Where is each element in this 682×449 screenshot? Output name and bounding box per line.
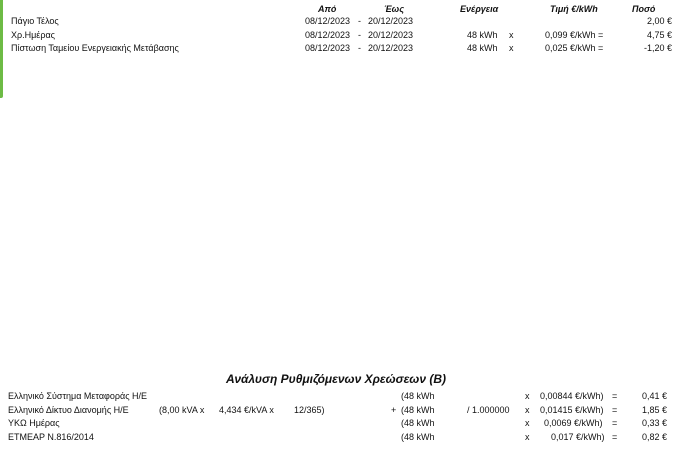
reg-energy: (48 kWh: [401, 418, 435, 428]
reg-price: 0,01415 €/kWh): [540, 405, 604, 415]
reg-amount: 0,33 €: [641, 418, 667, 428]
row-multiply: x: [509, 30, 514, 40]
reg-amount: 0,82 €: [641, 432, 667, 442]
reg-equals: =: [612, 405, 618, 415]
reg-kva: (8,00 kVA x: [159, 405, 205, 415]
reg-label: ΥΚΩ Ημέρας: [8, 418, 60, 428]
row-dash: -: [358, 43, 361, 53]
row-energy: 48 kWh: [467, 30, 498, 40]
header-amount: Ποσό: [632, 4, 656, 14]
green-accent-bar: [0, 0, 3, 98]
reg-energy: (48 kWh: [401, 432, 435, 442]
reg-price: 0,017 €/kWh): [551, 432, 605, 442]
reg-multiply: x: [525, 418, 530, 428]
row-amount: -1,20 €: [643, 43, 672, 53]
row-price: 0,099 €/kWh =: [545, 30, 604, 40]
reg-fraction: 12/365): [294, 405, 325, 415]
row-label: Χρ.Ημέρας: [11, 30, 55, 40]
reg-label: Ελληνικό Δίκτυο Διανομής Η/Ε: [8, 405, 129, 415]
reg-amount: 1,85 €: [641, 405, 667, 415]
row-label: Πάγιο Τέλος: [11, 16, 59, 26]
reg-multiply: x: [525, 391, 530, 401]
reg-multiply: x: [525, 432, 530, 442]
reg-multiply: x: [525, 405, 530, 415]
reg-energy: (48 kWh: [401, 405, 435, 415]
reg-plus: +: [391, 405, 397, 415]
reg-rate: 4,434 €/kVA x: [219, 405, 274, 415]
header-from: Από: [318, 4, 337, 14]
reg-amount: 0,41 €: [641, 391, 667, 401]
reg-label: ΕΤΜΕΑΡ Ν.816/2014: [8, 432, 94, 442]
row-multiply: x: [509, 43, 514, 53]
row-from: 08/12/2023: [305, 43, 351, 53]
row-label: Πίστωση Ταμείου Ενεργειακής Μετάβασης: [11, 43, 179, 53]
header-price: Τιμή €/kWh: [550, 4, 598, 14]
row-amount: 4,75 €: [646, 30, 672, 40]
row-dash: -: [358, 30, 361, 40]
header-to: Έως: [384, 4, 404, 14]
reg-energy: (48 kWh: [401, 391, 435, 401]
reg-price: 0,00844 €/kWh): [540, 391, 604, 401]
row-energy: 48 kWh: [467, 43, 498, 53]
row-from: 08/12/2023: [305, 16, 351, 26]
reg-equals: =: [612, 391, 618, 401]
row-from: 08/12/2023: [305, 30, 351, 40]
reg-price: 0,0069 €/kWh): [544, 418, 603, 428]
row-price: 0,025 €/kWh =: [545, 43, 604, 53]
row-dash: -: [358, 16, 361, 26]
reg-label: Ελληνικό Σύστημα Μεταφοράς Η/Ε: [8, 391, 148, 401]
reg-equals: =: [612, 432, 618, 442]
regulated-charges-title: Ανάλυση Ρυθμιζόμενων Χρεώσεων (Β): [226, 372, 446, 386]
row-to: 20/12/2023: [368, 30, 414, 40]
reg-equals: =: [612, 418, 618, 428]
row-to: 20/12/2023: [368, 43, 414, 53]
header-energy: Ενέργεια: [460, 4, 499, 14]
reg-divisor: / 1.000000: [467, 405, 510, 415]
row-amount: 2,00 €: [646, 16, 672, 26]
row-to: 20/12/2023: [368, 16, 414, 26]
